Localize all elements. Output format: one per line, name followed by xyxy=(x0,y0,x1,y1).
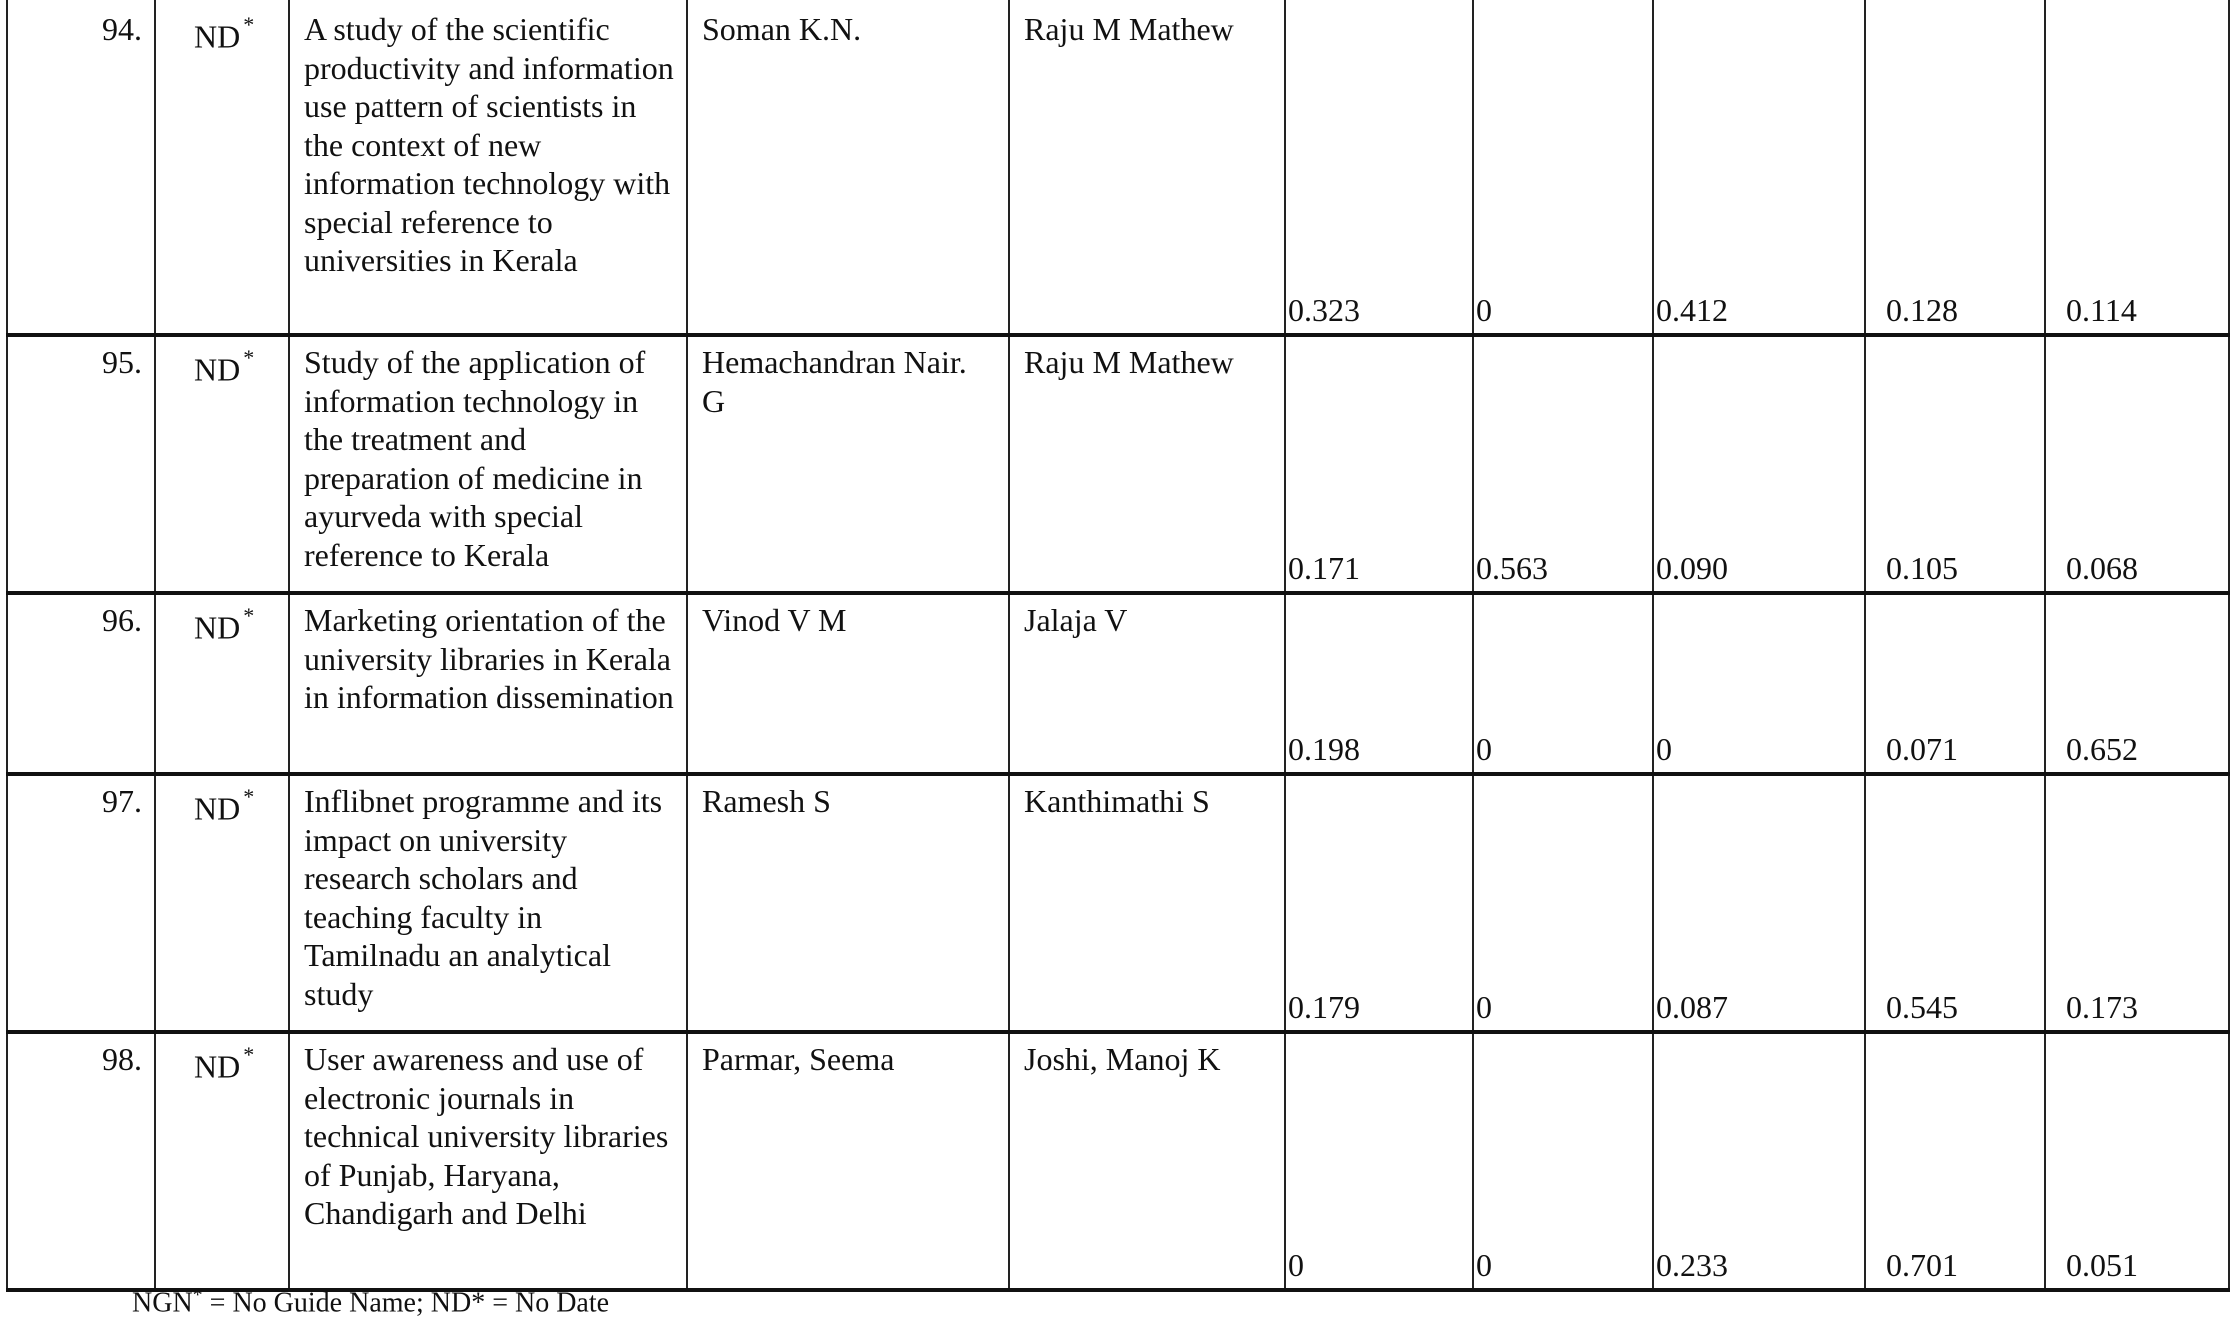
score-value: 0.198 xyxy=(1288,730,1360,767)
score-value: 0 xyxy=(1476,988,1492,1025)
footnote: NGN* = No Guide Name; ND* = No Date xyxy=(132,1284,610,1318)
score-cell xyxy=(1865,0,2045,335)
asterisk: * xyxy=(243,784,255,809)
guide-name: Joshi, Manoj K xyxy=(1009,1032,1285,1290)
thesis-title: Inflibnet programme and its impact on university research scholars and teaching faculty in Tamilnadu an analytical study xyxy=(289,774,687,1032)
date-code: ND * xyxy=(155,335,289,593)
asterisk: * xyxy=(243,1042,255,1067)
score-value: 0 xyxy=(1476,291,1492,328)
date-code: ND * xyxy=(155,0,289,335)
score-cell xyxy=(1653,335,1865,593)
score-cell xyxy=(2045,0,2229,335)
score-cell xyxy=(1865,774,2045,1032)
table-body xyxy=(7,0,2229,1290)
score-cell xyxy=(1865,335,2045,593)
score-value: 0.114 xyxy=(2066,291,2137,328)
thesis-table xyxy=(6,0,2230,1292)
score-cell xyxy=(1473,335,1653,593)
table-row xyxy=(7,1032,2229,1290)
score-cell xyxy=(1285,0,1473,335)
score-cell xyxy=(2045,335,2229,593)
score-value: 0.652 xyxy=(2066,730,2138,767)
table-row xyxy=(7,0,2229,335)
guide-name: Raju M Mathew xyxy=(1009,0,1285,335)
score-value: 0.173 xyxy=(2066,988,2138,1025)
score-cell xyxy=(1473,593,1653,774)
scholar-name: Parmar, Seema xyxy=(687,1032,1009,1290)
table-row xyxy=(7,774,2229,1032)
score-value: 0.071 xyxy=(1886,730,1958,767)
score-value: 0.545 xyxy=(1886,988,1958,1025)
scholar-name: Vinod V M xyxy=(687,593,1009,774)
score-value: 0 xyxy=(1476,730,1492,767)
asterisk: * xyxy=(243,345,255,370)
score-cell xyxy=(1653,0,1865,335)
table-row xyxy=(7,335,2229,593)
score-value: 0.171 xyxy=(1288,549,1360,586)
score-value: 0.563 xyxy=(1476,549,1548,586)
serial-number: 97. xyxy=(7,774,155,1032)
score-value: 0 xyxy=(1476,1246,1492,1283)
score-cell xyxy=(1285,774,1473,1032)
thesis-title: Marketing orientation of the university libraries in Kerala in information dissemination xyxy=(289,593,687,774)
score-value: 0.105 xyxy=(1886,549,1958,586)
asterisk: * xyxy=(243,603,255,628)
score-cell xyxy=(1473,0,1653,335)
footnote-asterisk: * xyxy=(192,1284,203,1306)
scholar-name: Ramesh S xyxy=(687,774,1009,1032)
table-row xyxy=(7,593,2229,774)
asterisk: * xyxy=(243,12,255,37)
score-cell xyxy=(1865,593,2045,774)
serial-number: 94. xyxy=(7,0,155,335)
serial-number: 95. xyxy=(7,335,155,593)
score-cell xyxy=(1865,1032,2045,1290)
score-cell xyxy=(2045,593,2229,774)
score-cell xyxy=(1473,774,1653,1032)
serial-number: 96. xyxy=(7,593,155,774)
date-code: ND * xyxy=(155,1032,289,1290)
score-cell xyxy=(1285,335,1473,593)
thesis-title: User awareness and use of electronic journals in technical university libraries of Punjab, Haryana, Chandigarh and Delhi xyxy=(289,1032,687,1290)
score-value: 0 xyxy=(1656,730,1672,767)
score-cell xyxy=(1473,1032,1653,1290)
score-cell xyxy=(1285,1032,1473,1290)
score-cell xyxy=(1653,774,1865,1032)
thesis-title: A study of the scientific productivity and information use pattern of scientists in the context of new information technology with special reference to universities in Kerala xyxy=(289,0,687,335)
score-cell xyxy=(1285,593,1473,774)
score-cell xyxy=(1653,593,1865,774)
score-value: 0.051 xyxy=(2066,1246,2138,1283)
score-value: 0.412 xyxy=(1656,291,1728,328)
score-cell xyxy=(1653,1032,1865,1290)
guide-name: Jalaja V xyxy=(1009,593,1285,774)
score-value: 0.068 xyxy=(2066,549,2138,586)
score-value: 0.087 xyxy=(1656,988,1728,1025)
score-value: 0 xyxy=(1288,1246,1304,1283)
score-value: 0.090 xyxy=(1656,549,1728,586)
score-value: 0.701 xyxy=(1886,1246,1958,1283)
score-value: 0.128 xyxy=(1886,291,1958,328)
guide-name: Raju M Mathew xyxy=(1009,335,1285,593)
serial-number: 98. xyxy=(7,1032,155,1290)
date-code: ND * xyxy=(155,774,289,1032)
score-value: 0.179 xyxy=(1288,988,1360,1025)
thesis-title: Study of the application of information technology in the treatment and preparation of medicine in ayurveda with special reference to Kerala xyxy=(289,335,687,593)
scholar-name: Hemachandran Nair. G xyxy=(687,335,1009,593)
score-cell xyxy=(2045,774,2229,1032)
date-code: ND * xyxy=(155,593,289,774)
score-value: 0.323 xyxy=(1288,291,1360,328)
score-value: 0.233 xyxy=(1656,1246,1728,1283)
score-cell xyxy=(2045,1032,2229,1290)
guide-name: Kanthimathi S xyxy=(1009,774,1285,1032)
scholar-name: Soman K.N. xyxy=(687,0,1009,335)
